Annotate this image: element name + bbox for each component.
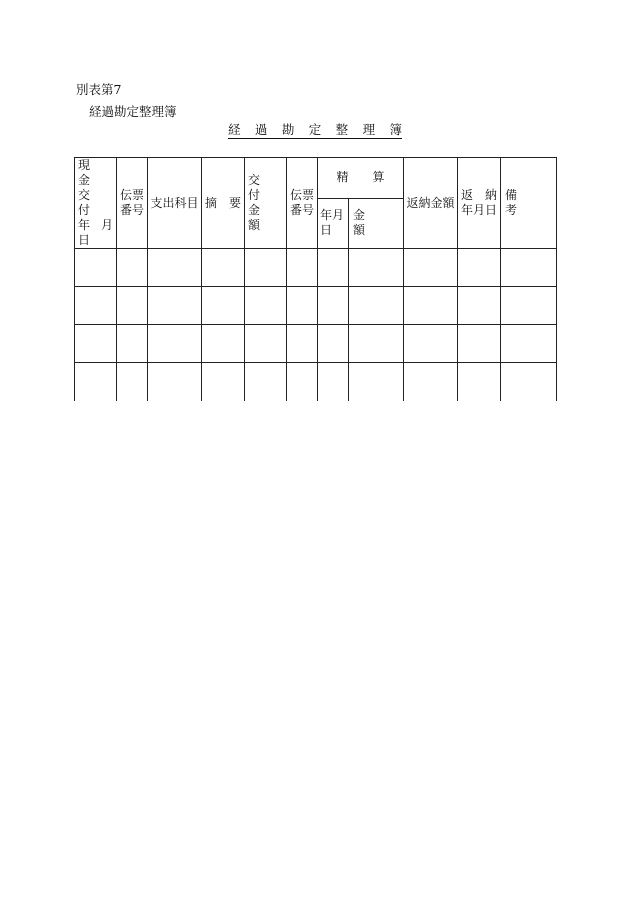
header-voucher-number-1 [117, 158, 148, 249]
table-cell [245, 287, 287, 325]
table-cell [117, 249, 148, 287]
table-cell [75, 249, 117, 287]
table-cell [148, 287, 202, 325]
table-cell [117, 363, 148, 401]
table-cell [202, 287, 245, 325]
header-expense-item: 支出科目 [148, 158, 202, 249]
header-summary: 摘 要 [202, 158, 245, 249]
table-cell [318, 325, 349, 363]
header-refund-date-line-1: 返 納 [461, 188, 498, 202]
table-cell [349, 363, 404, 401]
table-cell [287, 249, 318, 287]
table-cell [202, 249, 245, 287]
header-refund-amount: 返納金額 [404, 158, 458, 249]
table-cell [349, 287, 404, 325]
header-issued-amount [245, 158, 287, 249]
table-cell [318, 287, 349, 325]
table-cell [404, 325, 458, 363]
table-cell [202, 325, 245, 363]
table-cell [501, 325, 557, 363]
table-cell [404, 249, 458, 287]
table-row [75, 363, 557, 401]
table-cell [117, 287, 148, 325]
header-cash-issue-date-line-2: 交 付 [78, 188, 103, 217]
table-cell [148, 249, 202, 287]
table-cell [458, 325, 501, 363]
table-cell [404, 287, 458, 325]
table-cell [245, 363, 287, 401]
table-cell [245, 325, 287, 363]
ledger-table [74, 157, 557, 401]
header-settlement-date [318, 198, 349, 248]
table-cell [75, 325, 117, 363]
header-voucher-number-1-line-1: 伝票 [119, 188, 144, 202]
header-settlement-amount-label: 金 額 [353, 208, 390, 238]
table-cell [318, 249, 349, 287]
header-refund-date [458, 158, 501, 249]
table-cell [501, 249, 557, 287]
table-cell [501, 287, 557, 325]
header-issued-amount-line-2: 金 額 [248, 203, 273, 232]
header-issued-amount-line-1: 交 付 [248, 173, 273, 202]
document-subtitle: 経過勘定整理簿 [89, 104, 177, 119]
header-cash-issue-date-line-3: 年月日 [78, 218, 113, 247]
header-refund-date-line-2: 年月日 [461, 203, 498, 217]
header-settlement-date-line-2: 日 [320, 223, 333, 238]
table-cell [458, 363, 501, 401]
table-cell [501, 363, 557, 401]
table-cell [349, 325, 404, 363]
header-remarks-label: 備 考 [505, 188, 542, 217]
header-cash-issue-date-line-1: 現 金 [78, 158, 103, 187]
header-voucher-number-2 [287, 158, 318, 249]
header-cash-issue-date [75, 158, 117, 249]
table-row [75, 325, 557, 363]
table-cell [75, 363, 117, 401]
header-voucher-number-2-line-1: 伝票 [289, 188, 314, 202]
table-cell [318, 363, 349, 401]
table-cell [287, 325, 318, 363]
table-cell [202, 363, 245, 401]
header-settlement-amount [349, 198, 404, 248]
table-cell [458, 287, 501, 325]
table-row [75, 249, 557, 287]
table-cell [245, 249, 287, 287]
header-settlement: 精 算 [318, 158, 404, 199]
document-title: 経過勘定整理簿 [228, 122, 402, 137]
header-remarks [501, 158, 557, 249]
table-cell [404, 363, 458, 401]
ledger-body [75, 249, 557, 401]
table-cell [117, 325, 148, 363]
table-cell [75, 287, 117, 325]
document-label: 別表第7 [76, 82, 122, 97]
header-voucher-number-2-line-2: 番号 [289, 203, 314, 217]
table-row [75, 287, 557, 325]
table-cell [458, 249, 501, 287]
table-cell [287, 287, 318, 325]
header-settlement-date-line-1: 年月 [320, 208, 345, 223]
table-cell [287, 363, 318, 401]
table-cell [349, 249, 404, 287]
table-cell [148, 325, 202, 363]
table-cell [148, 363, 202, 401]
header-voucher-number-1-line-2: 番号 [119, 203, 144, 217]
